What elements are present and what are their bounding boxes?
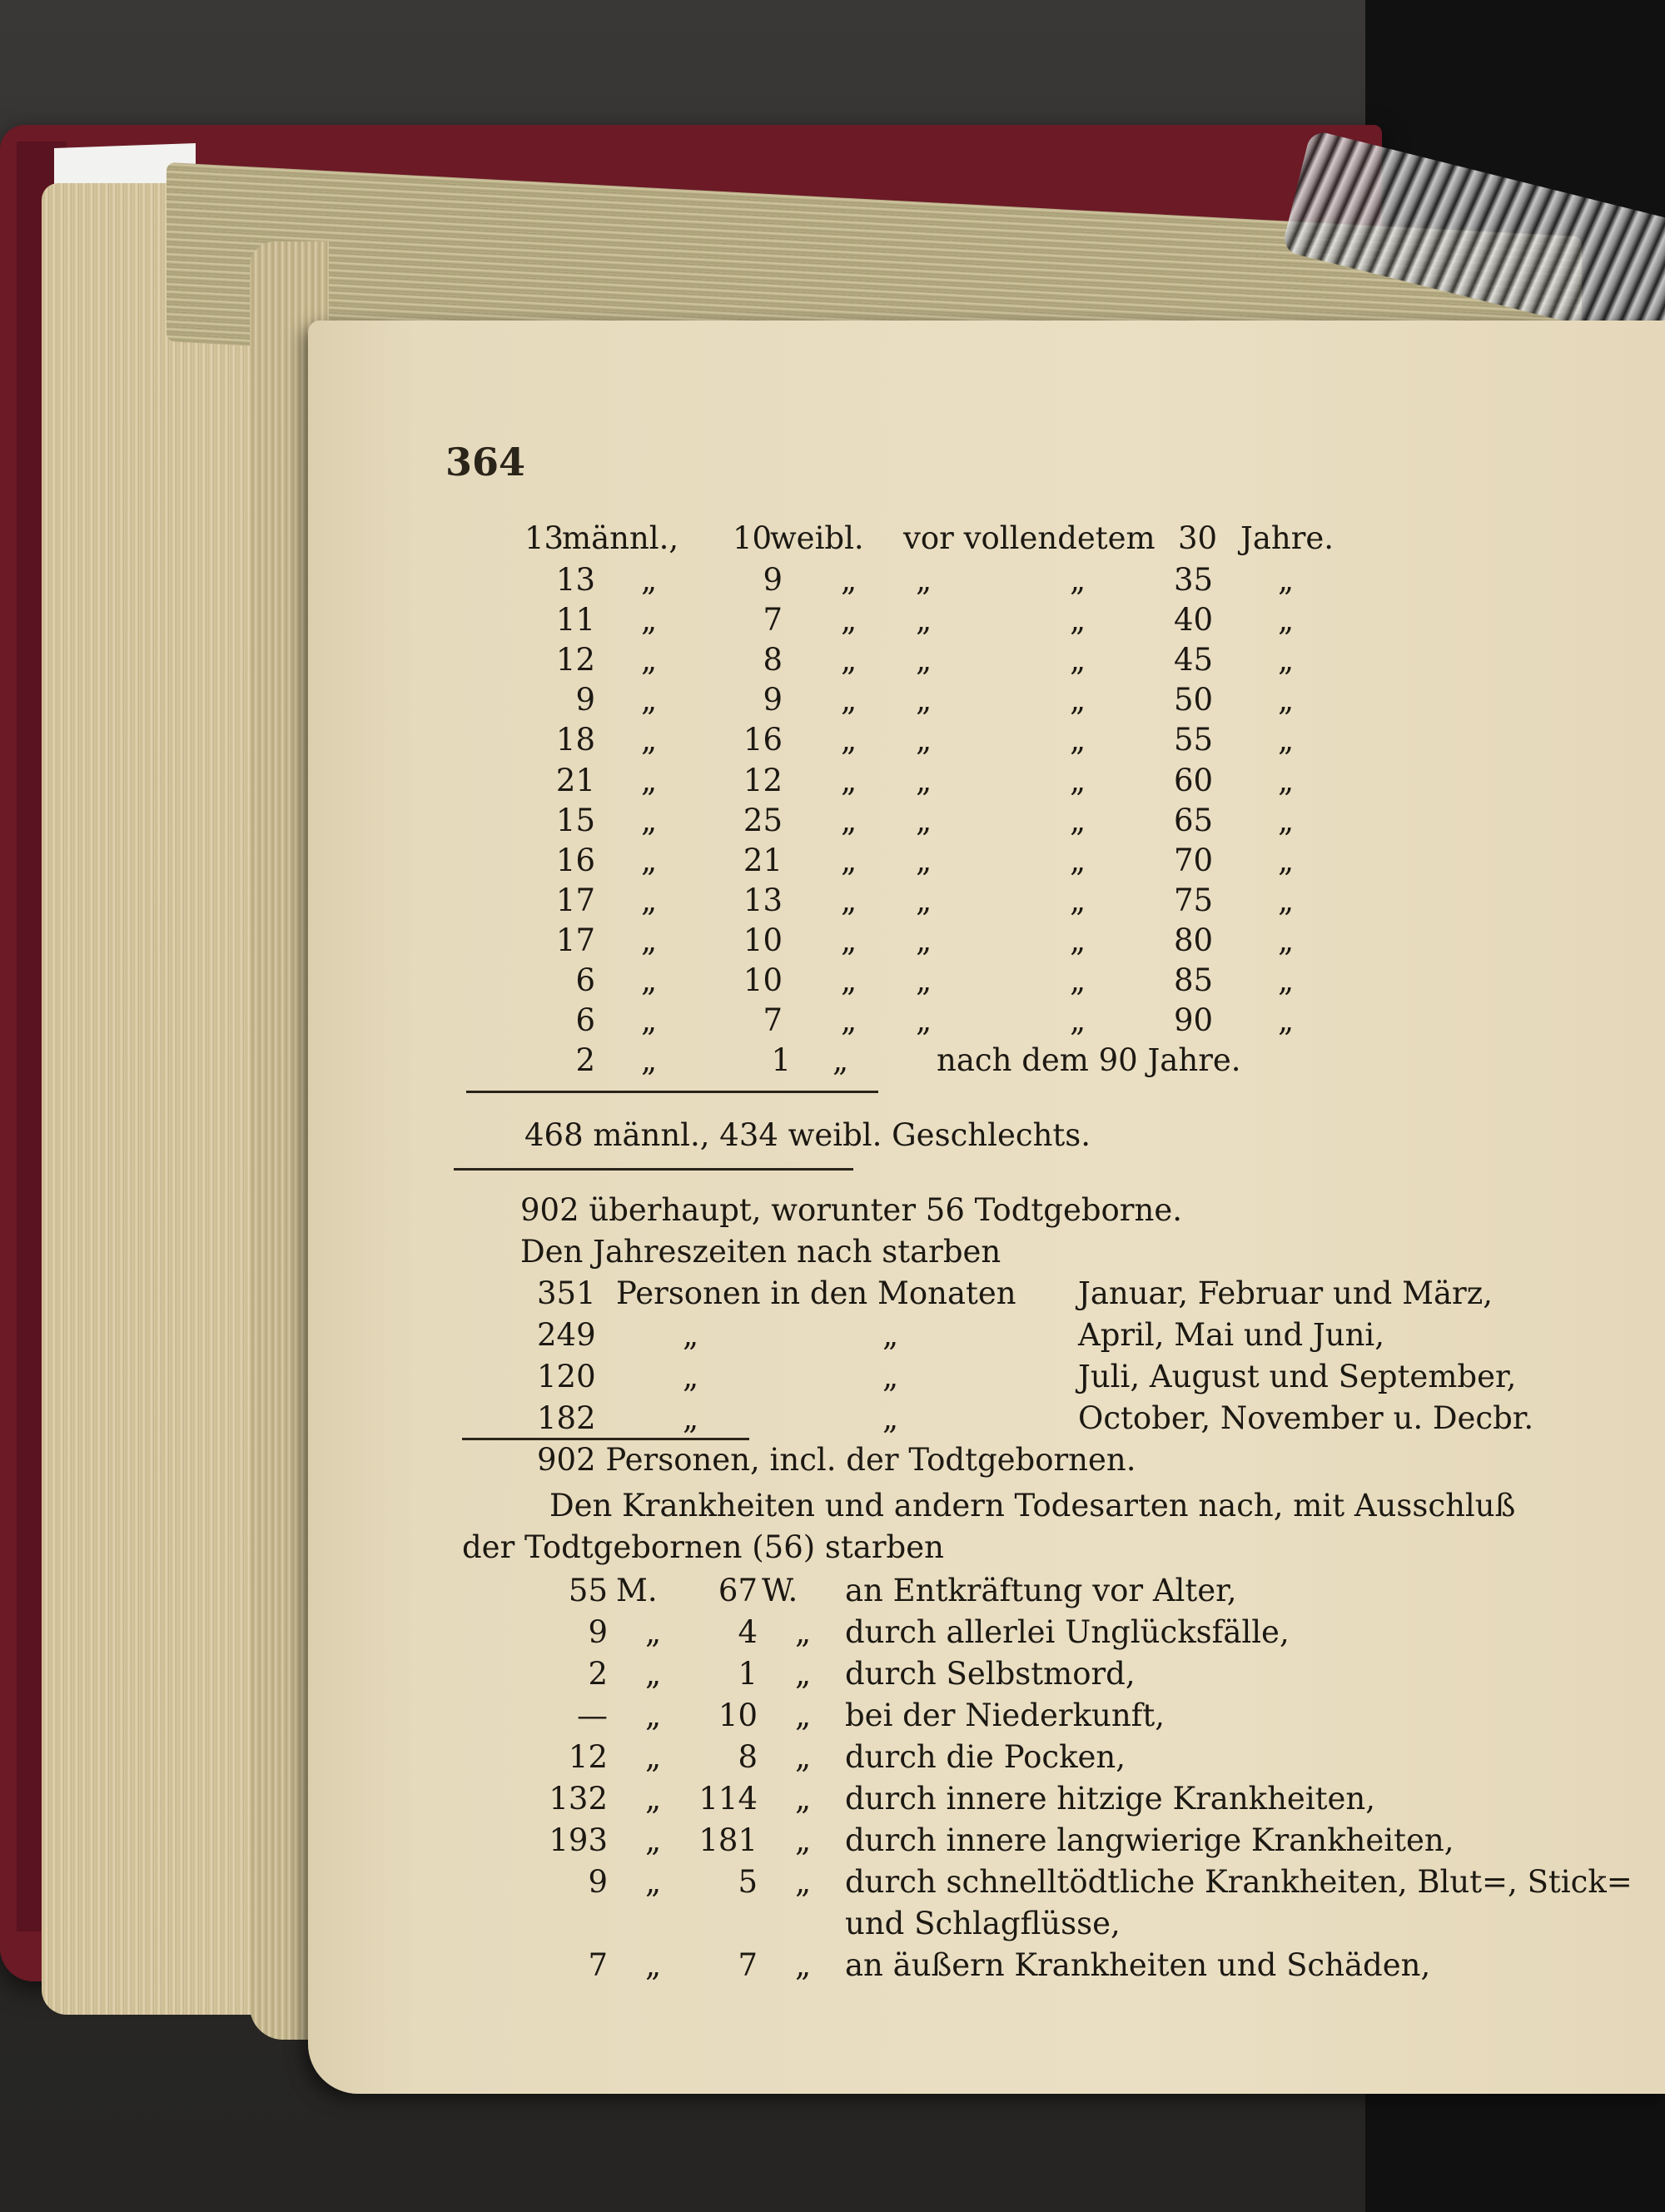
cause-w: 5 xyxy=(738,1864,758,1900)
ditto-mark: „ xyxy=(916,762,932,798)
age-row-age: 60 xyxy=(1174,762,1214,798)
age-row-m: 17 xyxy=(555,922,595,958)
ditto-mark: „ xyxy=(1070,882,1086,918)
ditto-mark: „ xyxy=(841,1002,857,1039)
ditto-mark: „ xyxy=(641,962,658,998)
season-n: 182 xyxy=(537,1400,596,1436)
ditto-mark: „ xyxy=(645,1614,662,1650)
age-row-m: 15 xyxy=(555,802,595,838)
cause-m: 55 xyxy=(568,1573,608,1608)
sum-rule xyxy=(462,1438,749,1440)
season-n: 351 xyxy=(537,1275,596,1311)
ditto-mark: „ xyxy=(1070,922,1086,958)
ditto-mark: „ xyxy=(641,722,658,758)
cause-w: 114 xyxy=(698,1781,758,1817)
ditto-mark: „ xyxy=(641,1002,658,1039)
ditto-mark: „ xyxy=(1278,962,1295,998)
age-row-m: 13 xyxy=(555,562,595,598)
ditto-mark: „ xyxy=(645,1781,662,1817)
age-row-age: 75 xyxy=(1174,882,1214,918)
cause-w: 67 xyxy=(718,1573,758,1608)
ditto-mark: „ xyxy=(641,1042,658,1078)
ditto-mark: „ xyxy=(641,882,658,918)
ditto-mark: „ xyxy=(683,1400,699,1436)
cause-text: durch schnelltödtliche Krankheiten, Blut=, Stick= xyxy=(845,1864,1633,1900)
cause-w: 181 xyxy=(698,1822,758,1858)
ditto-mark: „ xyxy=(1278,682,1295,718)
ditto-mark: „ xyxy=(841,962,857,998)
ditto-mark: „ xyxy=(1278,642,1295,679)
ditto-mark: „ xyxy=(841,882,857,918)
age-header-w: 10 xyxy=(733,520,773,556)
ditto-mark: „ xyxy=(1070,962,1086,998)
age-row-age: 70 xyxy=(1174,842,1214,878)
ditto-mark: „ xyxy=(916,722,932,758)
age-row-w: 9 xyxy=(763,682,783,718)
ditto-mark: „ xyxy=(916,602,932,639)
season-months: Januar, Februar und März, xyxy=(1078,1275,1494,1311)
ditto-mark: „ xyxy=(795,1822,812,1858)
cause-m: 9 xyxy=(588,1614,608,1650)
age-header-age-unit: Jahre. xyxy=(1240,520,1334,556)
ditto-mark: „ xyxy=(1070,842,1086,878)
ditto-mark: „ xyxy=(1278,1002,1295,1039)
cause-w: 7 xyxy=(738,1947,758,1983)
sum-rule xyxy=(454,1168,853,1171)
ditto-mark: „ xyxy=(832,1042,849,1078)
ditto-mark: „ xyxy=(1070,722,1086,758)
age-row-w: 10 xyxy=(743,962,783,998)
season-n: 249 xyxy=(537,1317,596,1353)
cause-m: 7 xyxy=(588,1947,608,1983)
age-row-age: 45 xyxy=(1174,642,1214,679)
cause-text: durch innere hitzige Krankheiten, xyxy=(845,1781,1376,1817)
ditto-mark: „ xyxy=(641,642,658,679)
age-row-age: 65 xyxy=(1174,802,1214,838)
age-row-w: 8 xyxy=(763,642,783,679)
ditto-mark: „ xyxy=(916,682,932,718)
season-months: Juli, August und September, xyxy=(1078,1359,1517,1394)
age-last-m: 2 xyxy=(575,1042,595,1078)
sex-total: 468 männl., 434 weibl. Geschlechts. xyxy=(524,1117,1091,1153)
ditto-mark: „ xyxy=(841,802,857,838)
ditto-mark: „ xyxy=(1070,762,1086,798)
cause-w-unit: W. xyxy=(762,1573,798,1608)
causes-intro-1: Den Krankheiten und andern Todesarten nach, mit Ausschluß xyxy=(549,1488,1516,1524)
ditto-mark: „ xyxy=(795,1947,812,1983)
ditto-mark: „ xyxy=(1278,842,1295,878)
ditto-mark: „ xyxy=(1278,762,1295,798)
ditto-mark: „ xyxy=(841,602,857,639)
age-row-m: 21 xyxy=(555,762,595,798)
ditto-mark: „ xyxy=(1278,882,1295,918)
age-row-w: 21 xyxy=(743,842,783,878)
age-row-m: 6 xyxy=(575,962,595,998)
ditto-mark: „ xyxy=(645,1822,662,1858)
ditto-mark: „ xyxy=(795,1739,812,1775)
age-row-w: 9 xyxy=(763,562,783,598)
season-label: Personen in den Monaten xyxy=(616,1275,1016,1311)
ditto-mark: „ xyxy=(795,1614,812,1650)
ditto-mark: „ xyxy=(645,1698,662,1733)
ditto-mark: „ xyxy=(1278,562,1295,598)
ditto-mark: „ xyxy=(841,722,857,758)
ditto-mark: „ xyxy=(841,762,857,798)
ditto-mark: „ xyxy=(641,562,658,598)
cause-text: an äußern Krankheiten und Schäden, xyxy=(845,1947,1431,1983)
ditto-mark: „ xyxy=(841,562,857,598)
age-row-age: 50 xyxy=(1174,682,1214,718)
ditto-mark: „ xyxy=(916,882,932,918)
season-total: 902 Personen, incl. der Todtgebornen. xyxy=(537,1442,1136,1478)
age-row-w: 16 xyxy=(743,722,783,758)
cause-m: 9 xyxy=(588,1864,608,1900)
cause-w: 10 xyxy=(718,1698,758,1733)
age-row-m: 18 xyxy=(555,722,595,758)
ditto-mark: „ xyxy=(683,1317,699,1353)
ditto-mark: „ xyxy=(641,922,658,958)
ditto-mark: „ xyxy=(916,922,932,958)
ditto-mark: „ xyxy=(1278,922,1295,958)
ditto-mark: „ xyxy=(882,1359,899,1394)
ditto-mark: „ xyxy=(916,642,932,679)
ditto-mark: „ xyxy=(645,1739,662,1775)
cause-m: — xyxy=(577,1698,608,1733)
age-row-age: 85 xyxy=(1174,962,1214,998)
ditto-mark: „ xyxy=(795,1864,812,1900)
age-row-age: 90 xyxy=(1174,1002,1214,1039)
age-header-age: 30 xyxy=(1178,520,1218,556)
cause-m: 12 xyxy=(568,1739,608,1775)
ditto-mark: „ xyxy=(916,1002,932,1039)
ditto-mark: „ xyxy=(916,842,932,878)
age-row-age: 35 xyxy=(1174,562,1214,598)
age-row-w: 12 xyxy=(743,762,783,798)
cause-text: durch Selbstmord, xyxy=(845,1656,1136,1692)
cause-w: 4 xyxy=(738,1614,758,1650)
season-n: 120 xyxy=(537,1359,596,1394)
age-row-m: 9 xyxy=(575,682,595,718)
cause-text: durch innere langwierige Krankheiten, xyxy=(845,1822,1454,1858)
cause-m: 132 xyxy=(549,1781,608,1817)
cause-m: 193 xyxy=(549,1822,608,1858)
sum-rule xyxy=(466,1091,878,1093)
ditto-mark: „ xyxy=(1070,682,1086,718)
ditto-mark: „ xyxy=(841,842,857,878)
ditto-mark: „ xyxy=(841,642,857,679)
ditto-mark: „ xyxy=(841,682,857,718)
ditto-mark: „ xyxy=(841,922,857,958)
age-row-w: 7 xyxy=(763,602,783,639)
cause-m: 2 xyxy=(588,1656,608,1692)
page-number: 364 xyxy=(445,440,526,485)
cause-w: 8 xyxy=(738,1739,758,1775)
age-row-w: 25 xyxy=(743,802,783,838)
age-row-m: 17 xyxy=(555,882,595,918)
seasons-intro: Den Jahreszeiten nach starben xyxy=(520,1234,1001,1270)
age-last-text: nach dem 90 Jahre. xyxy=(937,1042,1241,1078)
age-row-m: 12 xyxy=(555,642,595,679)
cause-w: 1 xyxy=(738,1656,758,1692)
ditto-mark: „ xyxy=(1070,562,1086,598)
age-row-m: 16 xyxy=(555,842,595,878)
ditto-mark: „ xyxy=(916,802,932,838)
age-last-w: 1 xyxy=(771,1042,791,1078)
ditto-mark: „ xyxy=(1070,802,1086,838)
age-row-age: 55 xyxy=(1174,722,1214,758)
cause-text: an Entkräftung vor Alter, xyxy=(845,1573,1237,1608)
cause-text: und Schlagflüsse, xyxy=(845,1906,1121,1941)
ditto-mark: „ xyxy=(645,1864,662,1900)
ditto-mark: „ xyxy=(1070,642,1086,679)
ditto-mark: „ xyxy=(916,962,932,998)
cause-text: durch die Pocken, xyxy=(845,1739,1126,1775)
ditto-mark: „ xyxy=(882,1317,899,1353)
ditto-mark: „ xyxy=(795,1656,812,1692)
ditto-mark: „ xyxy=(641,762,658,798)
age-row-age: 40 xyxy=(1174,602,1214,639)
ditto-mark: „ xyxy=(641,602,658,639)
ditto-mark: „ xyxy=(795,1781,812,1817)
season-months: April, Mai und Juni, xyxy=(1078,1317,1385,1353)
cause-text: bei der Niederkunft, xyxy=(845,1698,1165,1733)
ditto-mark: „ xyxy=(645,1656,662,1692)
age-row-w: 10 xyxy=(743,922,783,958)
ditto-mark: „ xyxy=(795,1698,812,1733)
cause-m-unit: M. xyxy=(616,1573,658,1608)
ditto-mark: „ xyxy=(1070,1002,1086,1039)
age-row-w: 13 xyxy=(743,882,783,918)
ditto-mark: „ xyxy=(683,1359,699,1394)
age-row-m: 6 xyxy=(575,1002,595,1039)
ditto-mark: „ xyxy=(641,802,658,838)
ditto-mark: „ xyxy=(645,1947,662,1983)
causes-intro-2: der Todtgebornen (56) starben xyxy=(462,1529,944,1565)
age-header-m-unit: männl., xyxy=(562,520,679,556)
ditto-mark: „ xyxy=(1070,602,1086,639)
season-months: October, November u. Decbr. xyxy=(1078,1400,1534,1436)
age-row-m: 11 xyxy=(555,602,595,639)
ditto-mark: „ xyxy=(641,842,658,878)
age-row-w: 7 xyxy=(763,1002,783,1039)
ditto-mark: „ xyxy=(641,682,658,718)
grand-total: 902 überhaupt, worunter 56 Todtgeborne. xyxy=(520,1192,1182,1228)
age-header-w-unit: weibl. xyxy=(770,520,864,556)
ditto-mark: „ xyxy=(1278,802,1295,838)
ditto-mark: „ xyxy=(916,562,932,598)
cause-text: durch allerlei Unglücksfälle, xyxy=(845,1614,1290,1650)
age-header-m: 13 xyxy=(524,520,564,556)
ditto-mark: „ xyxy=(882,1400,899,1436)
age-header-phrase: vor vollendetem xyxy=(903,520,1156,556)
age-row-age: 80 xyxy=(1174,922,1214,958)
ditto-mark: „ xyxy=(1278,722,1295,758)
ditto-mark: „ xyxy=(1278,602,1295,639)
